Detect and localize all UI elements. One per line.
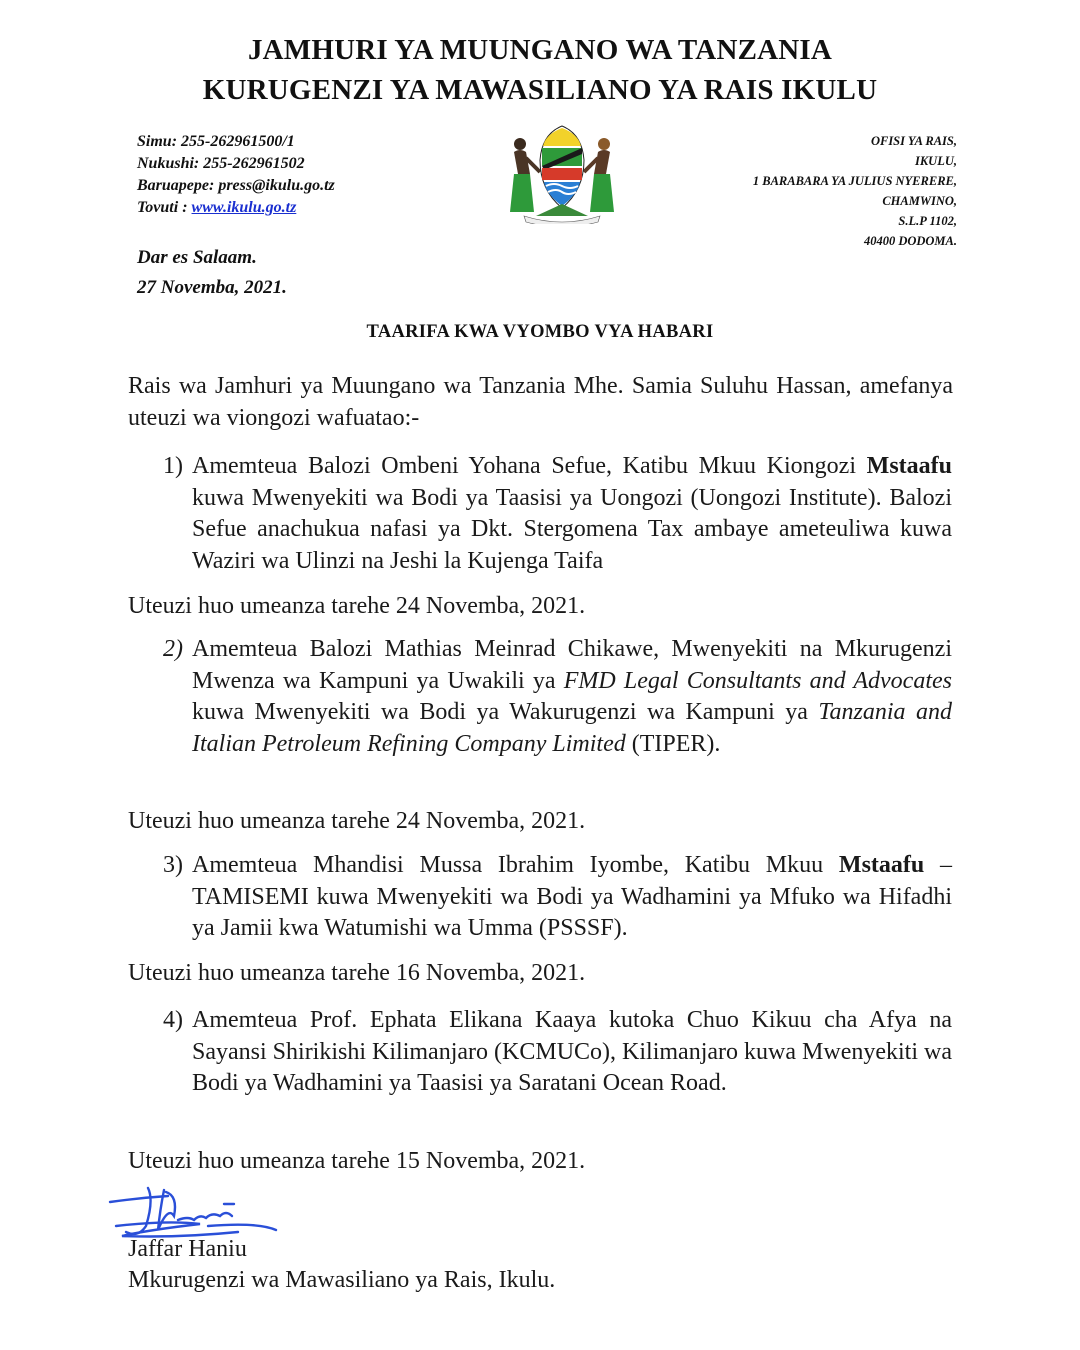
effective-date-4: Uteuzi huo umeanza tarehe 15 Novemba, 2021. xyxy=(128,1148,586,1174)
title-line-1: JAMHURI YA MUUNGANO WA TANZANIA xyxy=(247,34,833,66)
signer-title: Mkurugenzi wa Mawasiliano ya Rais, Ikulu. xyxy=(128,1267,556,1293)
address-line: IKULU, xyxy=(914,154,957,168)
address-line: CHAMWINO, xyxy=(882,194,957,208)
phone-text: Simu: 255-262961500/1 xyxy=(137,133,295,150)
item-number: 4) xyxy=(163,1007,183,1033)
right-figure xyxy=(584,138,614,212)
bold-mstaafu: Mstaafu xyxy=(838,852,925,878)
signer-block xyxy=(128,1234,555,1296)
appointment-item-3: Amemteua Mhandisi Mussa Ibrahim Iyombe, Katibu Mkuu Mstaafu – TAMISEMI kuwa Mwenyekiti wa Bodi ya Wadhamini ya Mfuko wa Hifadhi ya Jamii kwa Watumishi wa Umma (PSSSF). xyxy=(192,852,953,941)
place-date-block xyxy=(137,243,287,303)
website-link[interactable]: www.ikulu.go.tz xyxy=(191,199,297,216)
website-line xyxy=(137,197,335,219)
address-line: S.L.P 1102, xyxy=(898,214,957,228)
appointment-item-2: Amemteua Balozi Mathias Meinrad Chikawe, Mwenyekiti na Mkurugenzi Mwenza wa Kampuni ya Uwakili ya FMD Legal Consultants and Advocates kuwa Mwenyekiti wa Bodi ya Wakurugenzi wa Kampuni ya Tanzania and Italian Petroleum Refining Company Limited (TIPER). xyxy=(192,636,952,757)
place-text: Dar es Salaam. xyxy=(137,247,257,268)
bold-mstaafu: Mstaafu xyxy=(866,453,952,479)
shield xyxy=(540,126,584,208)
address-line: OFISI YA RAIS, xyxy=(870,134,957,148)
website-label: Tovuti : xyxy=(137,199,192,216)
signer-name: Jaffar Haniu xyxy=(128,1236,247,1262)
mountain xyxy=(536,204,588,216)
date-text: 27 Novemba, 2021. xyxy=(137,277,287,298)
email-text: Baruapepe: press@ikulu.go.tz xyxy=(137,177,335,194)
effective-date-1: Uteuzi huo umeanza tarehe 24 Novemba, 2021. xyxy=(128,593,586,619)
motto-ribbon xyxy=(524,216,600,224)
appointment-item-1: Amemteua Balozi Ombeni Yohana Sefue, Katibu Mkuu Kiongozi Mstaafu kuwa Mwenyekiti wa Bodi ya Taasisi ya Uongozi (Uongozi Institute). Balozi Sefue anachukua nafasi ya Dkt. Stergomena Tax ambaye ameteuliwa kuwa Waziri wa Ulinzi na Jeshi la Kujenga Taifa xyxy=(192,453,952,574)
title-line-2: KURUGENZI YA MAWASILIANO YA RAIS IKULU xyxy=(202,74,878,106)
italic-company-name: FMD Legal Consultants and Advocates xyxy=(563,667,952,694)
fax-text: Nukushi: 255-262961502 xyxy=(137,155,305,172)
item-number: 2) xyxy=(163,636,183,662)
item-number: 3) xyxy=(163,852,183,878)
contact-block xyxy=(137,131,335,219)
document-heading: TAARIFA KWA VYOMBO VYA HABARI xyxy=(366,322,714,342)
effective-date-3: Uteuzi huo umeanza tarehe 16 Novemba, 2021. xyxy=(128,960,586,986)
intro-paragraph: Rais wa Jamhuri ya Muungano wa Tanzania Mhe. Samia Suluhu Hassan, amefanya uteuzi wa viongozi wafuatao:- xyxy=(128,373,953,431)
left-figure xyxy=(510,138,540,212)
item-number: 1) xyxy=(163,453,183,479)
effective-date-2: Uteuzi huo umeanza tarehe 24 Novemba, 2021. xyxy=(128,808,586,834)
address-line: 1 BARABARA YA JULIUS NYERERE, xyxy=(752,174,957,188)
italic-company-name: Tanzania and Italian Petroleum Refining Company Limited xyxy=(192,699,952,757)
appointment-item-4: Amemteua Prof. Ephata Elikana Kaaya kutoka Chuo Kikuu cha Afya na Sayansi Shirikishi Kilimanjaro (KCMUCo), Kilimanjaro kuwa Mwenyekiti wa Bodi ya Wadhamini ya Taasisi ya Saratani Ocean Road. xyxy=(192,1007,952,1096)
coat-of-arms-icon xyxy=(506,124,618,224)
office-address xyxy=(753,131,957,251)
address-line: 40400 DODOMA. xyxy=(863,234,957,248)
